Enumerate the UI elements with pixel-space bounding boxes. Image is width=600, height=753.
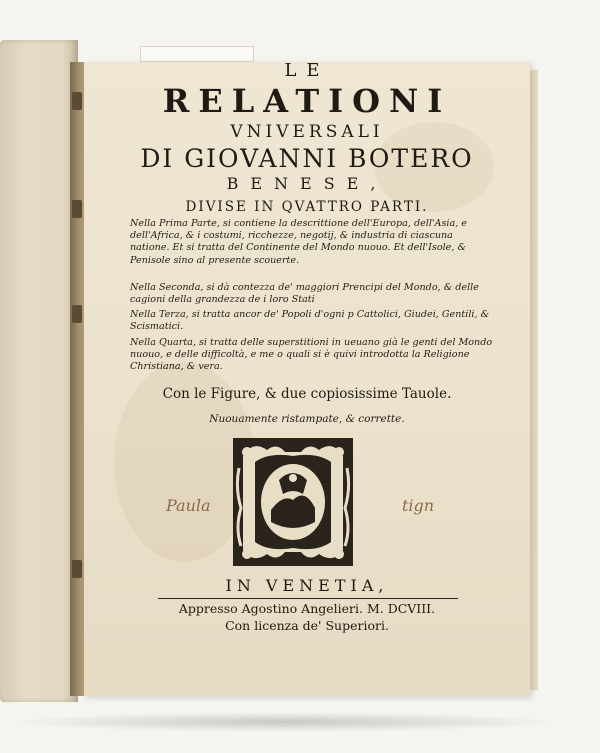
imprint-place: IN VENETIA,	[225, 576, 389, 595]
binding-stitch	[72, 200, 82, 218]
reprint-note: Nuouamente ristampate, & corrette.	[209, 413, 405, 425]
woodcut-emblem-icon	[233, 438, 353, 566]
book-shadow	[4, 712, 564, 732]
handwritten-signature-right: tign	[402, 496, 435, 515]
printer-device-woodcut	[233, 438, 353, 566]
author-origin: BENESE,	[226, 174, 388, 193]
imprint-license: Con licenza de' Superiori.	[225, 618, 389, 633]
binding-stitch	[72, 305, 82, 323]
figures-note: Con le Figure, & due copiosissime Tauole.	[162, 386, 452, 402]
title-main: RELATIONI	[162, 82, 452, 120]
title-subtitle: VNIVERSALI	[230, 122, 384, 142]
imprint-rule	[158, 598, 458, 599]
part-two-description: Nella Seconda, si dà contezza de' maggiori Prencipi del Mondo, & delle cagioni della grandezza de i loro Stati	[130, 282, 479, 306]
part-three-description: Nella Terza, si tratta ancor de' Popoli d'ogni p Cattolici, Giudei, Gentili, & Scismatici.	[130, 309, 490, 333]
author-name: DI GIOVANNI BOTERO	[140, 144, 474, 173]
binding-stitch	[72, 560, 82, 578]
imprint-printer: Appresso Agostino Angelieri. M. DCVIII.	[178, 601, 436, 616]
handwritten-signature-left: Paula	[166, 496, 211, 515]
front-cover	[0, 40, 78, 702]
title-article: LE	[284, 60, 330, 81]
part-four-description: Nella Quarta, si tratta delle superstitioni in ueuano già le genti del Mondo nuouo, e delle difficoltà, e me o quali si è quivi introdotta la Religione Christiana, & vera.	[130, 337, 493, 373]
division-heading: DIVISE IN QVATTRO PARTI.	[185, 199, 429, 215]
part-one-description: Nella Prima Parte, si contiene la descrittione dell'Europa, dell'Asia, e dell'Africa, & i costumi, ricchezze, negotij, & industria di ciascuna natione. Et si tratta del Continente del Mondo nuouo. Et dell'Isole, & Penisole sino al presente scouerte.	[130, 218, 467, 266]
binding-stitch	[72, 92, 82, 110]
